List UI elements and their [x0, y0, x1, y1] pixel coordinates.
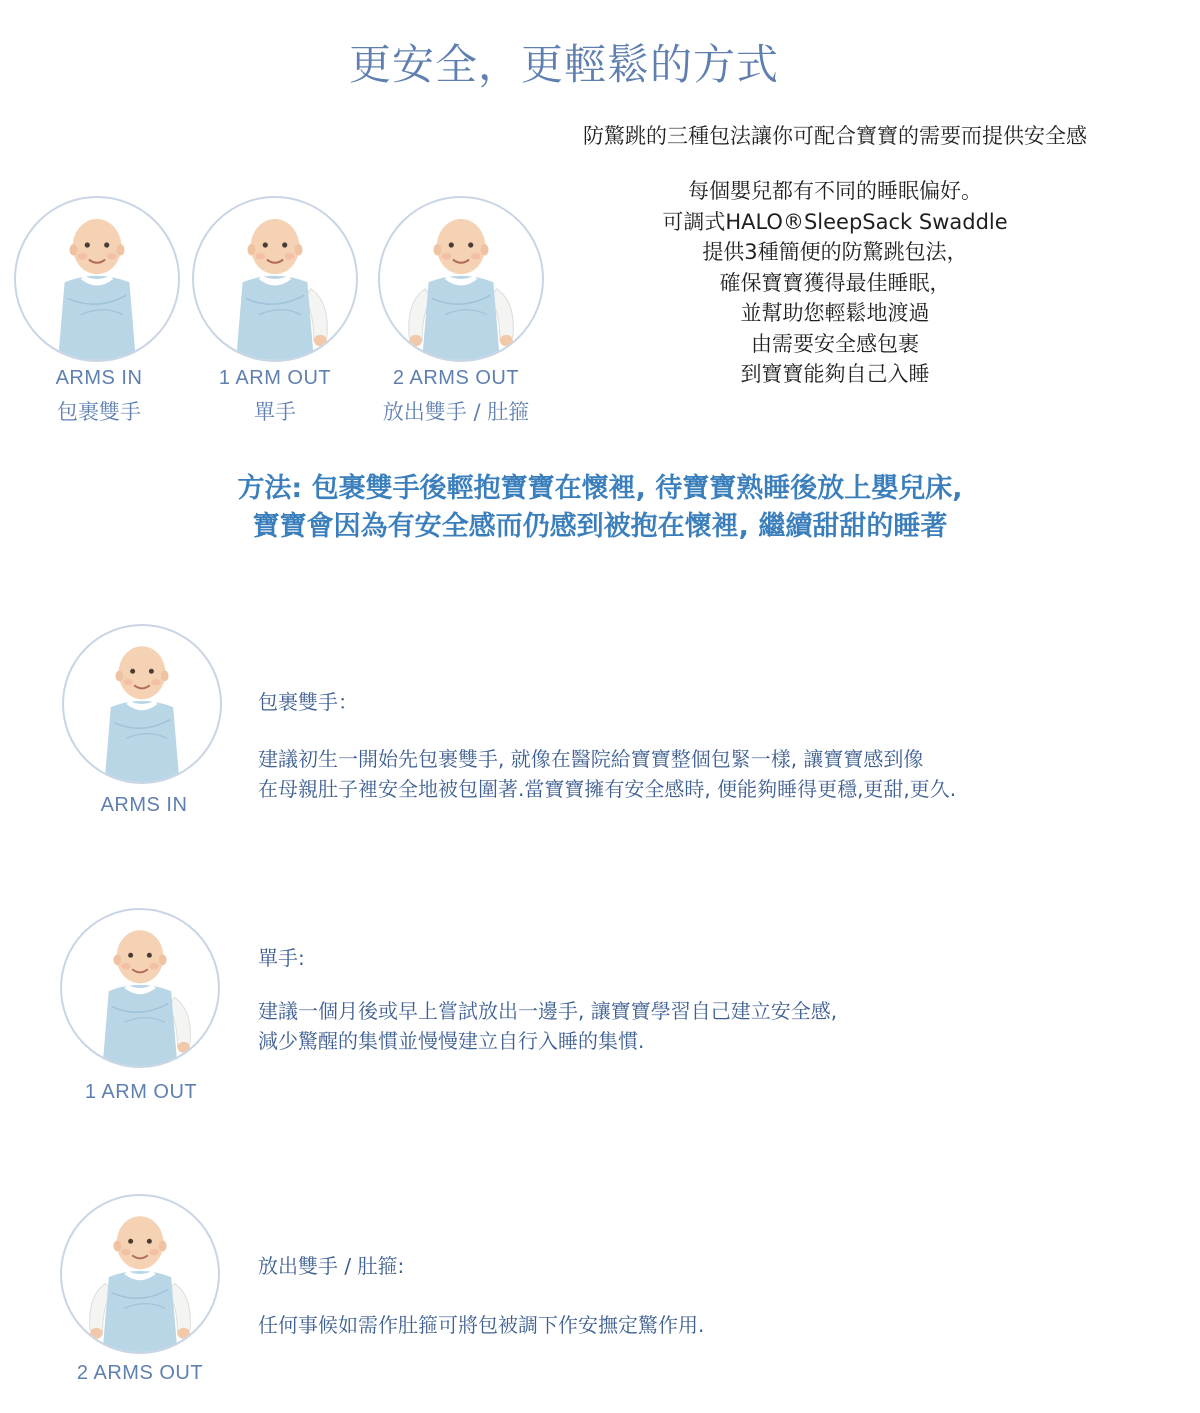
option-label-zh: 包裹雙手: [57, 400, 141, 424]
baby-1-arm-out-image: [192, 196, 358, 362]
description-line: 可調式HALO®SleepSack Swaddle: [662, 209, 1008, 234]
section-line: 任何事候如需作肚箍可將包被調下作安撫定驚作用.: [258, 1313, 705, 1337]
page-subtitle: 防驚跳的三種包法讓你可配合寶寶的需要而提供安全感: [583, 124, 1087, 148]
section-line: 減少驚醒的集慣並慢慢建立自行入睡的集慣.: [258, 1029, 645, 1053]
section-caption: 1 ARM OUT: [84, 1081, 198, 1103]
description-block: [600, 176, 1070, 390]
description-line: 每個嬰兒都有不同的睡眠偏好。: [688, 179, 982, 203]
section-line: 建議一個月後或早上嘗試放出一邊手, 讓寶寶學習自己建立安全感,: [258, 999, 838, 1023]
description-line: 並幫助您輕鬆地渡過: [740, 301, 930, 325]
option-label-en: 2 ARMS OUT: [392, 367, 520, 389]
section-title: 單手:: [258, 946, 305, 970]
section-title: 放出雙手 / 肚箍:: [258, 1254, 405, 1278]
option-label-zh: 單手: [254, 400, 296, 424]
page-title: 更安全，更輕鬆的方式: [348, 40, 779, 89]
section-caption: 2 ARMS OUT: [76, 1362, 204, 1384]
description-line: 提供3種簡便的防驚跳包法，: [702, 240, 968, 264]
section-body: [258, 996, 837, 1056]
section-body: [258, 744, 956, 804]
method-line: 寶寶會因為有安全感而仍感到被抱在懷裡, 繼續甜甜的睡著: [252, 511, 948, 542]
baby-2-arms-out-image: [378, 196, 544, 362]
description-line: 到寶寶能夠自己入睡: [740, 362, 930, 386]
section-line: 建議初生一開始先包裹雙手, 就像在醫院給寶寶整個包緊一樣, 讓寶寶感到像: [258, 747, 924, 771]
description-line: 由需要安全感包裹: [751, 331, 919, 356]
method-text: [0, 470, 1200, 546]
section-line: 在母親肚子裡安全地被包圍著.當寶寶擁有安全感時, 便能夠睡得更穩,更甜,更久.: [258, 777, 957, 801]
section-body: [258, 1310, 704, 1340]
option-label-en: 1 ARM OUT: [218, 367, 332, 389]
option-label-zh: 放出雙手 / 肚箍: [382, 400, 530, 424]
method-line: 方法: 包裹雙手後輕抱寶寶在懷裡, 待寶寶熟睡後放上嬰兒床,: [237, 473, 963, 504]
baby-2-arms-out-image: [60, 1194, 220, 1354]
option-label-en: ARMS IN: [55, 367, 143, 389]
baby-arms-in-image: [62, 624, 222, 784]
baby-1-arm-out-image: [60, 908, 220, 1068]
section-caption: ARMS IN: [100, 794, 188, 816]
section-title: 包裹雙手：: [258, 690, 358, 714]
baby-arms-in-image: [14, 196, 180, 362]
description-line: 確保寶寶獲得最佳睡眠，: [719, 270, 951, 295]
